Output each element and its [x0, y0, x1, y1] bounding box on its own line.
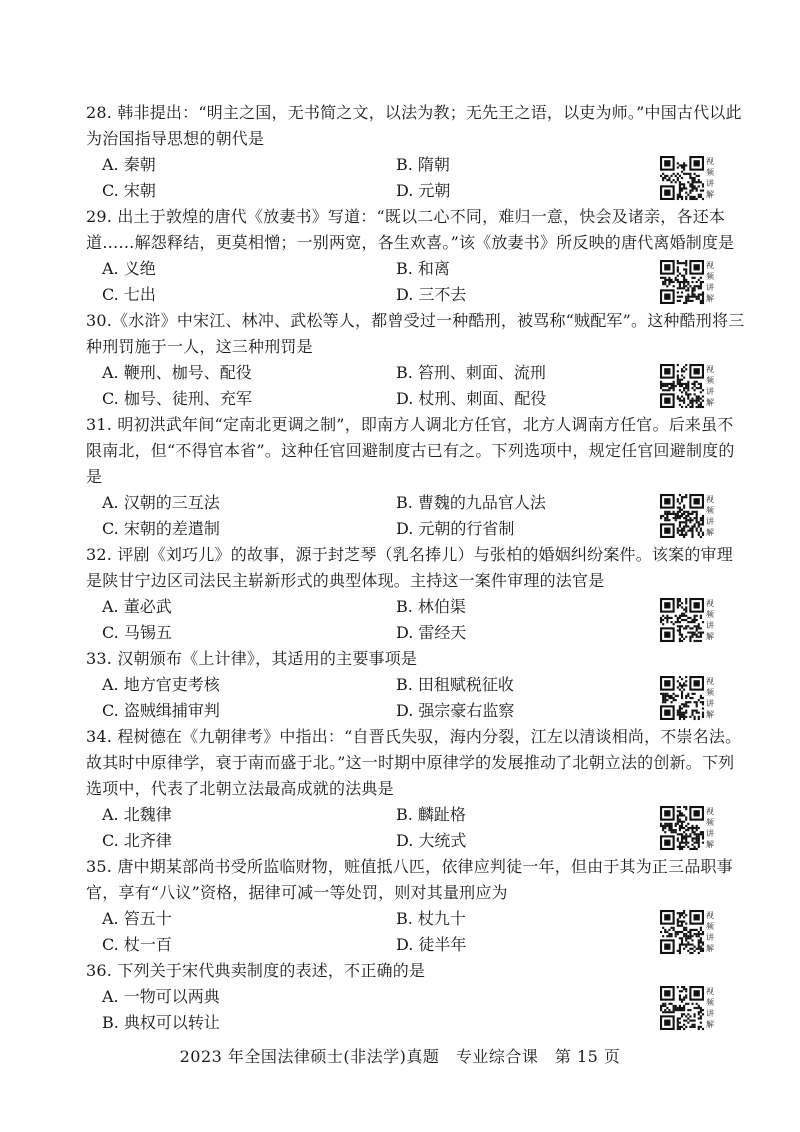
option-d: D. 大统式 [396, 831, 467, 850]
question-31 [86, 412, 746, 542]
options [86, 594, 746, 646]
question-29 [86, 204, 746, 308]
question-text: 32. 评剧《刘巧儿》的故事，源于封芝琴（乳名捧儿）与张柏的婚姻纠纷案件。该案的审理是陕甘宁边区司法民主崭新形式的典型体现。主持这一案件审理的法官是 [86, 545, 733, 590]
option-c: C. 马锡五 [102, 623, 172, 642]
options [86, 802, 746, 854]
option-a: A. 董必武 [102, 597, 172, 616]
qr-code-icon[interactable] [660, 806, 716, 852]
options [86, 360, 746, 412]
question-35 [86, 854, 746, 958]
option-b: B. 麟趾格 [396, 805, 466, 824]
option-a: A. 北魏律 [102, 805, 172, 824]
question-text: 35. 唐中期某部尚书受所监临财物，赃值抵八匹，依律应判徒一年，但由于其为正三品职事官，享有“八议”资格，据律可减一等处罚，则对其量刑应为 [86, 857, 733, 902]
page-footer: 2023 年全国法律硕士(非法学)真题 专业综合课 第 15 页 [179, 1047, 621, 1066]
option-a: A. 笞五十 [102, 909, 172, 928]
question-33 [86, 646, 746, 724]
options [86, 984, 746, 1010]
option-c: C. 七出 [102, 285, 156, 304]
options [86, 256, 746, 308]
options [86, 152, 746, 204]
option-a: A. 汉朝的三互法 [102, 493, 220, 512]
option-b: B. 曹魏的九品官人法 [396, 493, 546, 512]
qr-caption: 视频讲解 [706, 911, 714, 953]
option-c: C. 杖一百 [102, 935, 172, 954]
question-36 [86, 958, 746, 1036]
option-a: A. 一物可以两典 [102, 987, 220, 1006]
option-c: C. 宋朝 [102, 181, 156, 200]
option-b: B. 田租赋税征收 [396, 675, 514, 694]
options [86, 906, 746, 958]
qr-code-icon[interactable] [660, 598, 716, 644]
option-d: D. 元朝的行省制 [396, 519, 515, 538]
options [86, 1010, 746, 1036]
question-text: 33. 汉朝颁布《上计律》，其适用的主要事项是 [86, 649, 418, 668]
option-d: D. 三不去 [396, 285, 467, 304]
option-a: A. 义绝 [102, 259, 156, 278]
qr-caption: 视频讲解 [706, 987, 714, 1029]
question-28 [86, 100, 746, 204]
option-d: D. 强宗豪右监察 [396, 701, 515, 720]
option-c: C. 宋朝的差遣制 [102, 519, 220, 538]
qr-caption: 视频讲解 [706, 157, 714, 199]
option-d: D. 雷经天 [396, 623, 467, 642]
option-c: C. 枷号、徒刑、充军 [102, 389, 252, 408]
qr-code-icon[interactable] [660, 260, 716, 306]
option-a: A. 地方官吏考核 [102, 675, 220, 694]
qr-code-icon[interactable] [660, 986, 716, 1032]
question-34 [86, 724, 746, 854]
question-30 [86, 308, 746, 412]
qr-code-icon[interactable] [660, 910, 716, 956]
question-text: 28. 韩非提出：“明主之国，无书简之文，以法为教；无先王之语，以吏为师。”中国古代以此为治国指导思想的朝代是 [86, 103, 742, 148]
option-b: B. 笞刑、刺面、流刑 [396, 363, 546, 382]
option-a: A. 鞭刑、枷号、配役 [102, 363, 252, 382]
qr-caption: 视频讲解 [706, 807, 714, 849]
option-b: B. 和离 [396, 259, 450, 278]
option-b: B. 林伯渠 [396, 597, 466, 616]
option-c: C. 北齐律 [102, 831, 172, 850]
qr-caption: 视频讲解 [706, 495, 714, 537]
qr-code-icon[interactable] [660, 364, 716, 410]
option-c: C. 盗贼缉捕审判 [102, 701, 220, 720]
qr-code-icon[interactable] [660, 494, 716, 540]
question-text: 29. 出土于敦煌的唐代《放妻书》写道：“既以二心不同，难归一意，快会及诸亲，各还本道……解怨释结，更莫相憎；一别两宽，各生欢喜。”该《放妻书》所反映的唐代离婚制度是 [86, 207, 735, 252]
qr-code-icon[interactable] [660, 156, 716, 202]
qr-caption: 视频讲解 [706, 599, 714, 641]
question-text: 31. 明初洪武年间“定南北更调之制”，即南方人调北方任官，北方人调南方任官。后来虽不限南北，但“不得官本省”。这种任官回避制度古已有之。下列选项中，规定任官回避制度的是 [86, 415, 735, 486]
qr-caption: 视频讲解 [706, 365, 714, 407]
option-b: B. 杖九十 [396, 909, 466, 928]
options [86, 672, 746, 724]
option-d: D. 元朝 [396, 181, 451, 200]
options [86, 490, 746, 542]
option-d: D. 杖刑、刺面、配役 [396, 389, 547, 408]
question-32 [86, 542, 746, 646]
option-b: B. 隋朝 [396, 155, 450, 174]
option-a: A. 秦朝 [102, 155, 156, 174]
question-text: 36. 下列关于宋代典卖制度的表述，不正确的是 [86, 961, 426, 980]
question-text: 34. 程树德在《九朝律考》中指出：“自晋氏失驭，海内分裂，江左以清谈相尚，不崇名法。故其时中原律学，衰于南而盛于北。”这一时期中原律学的发展推动了北朝立法的创新。下列选项中，代表了北朝立法最高成就的法典是 [86, 727, 742, 798]
question-text: 30.《水浒》中宋江、林冲、武松等人，都曾受过一种酷刑，被骂称“贼配军”。这种酷刑将三种刑罚施于一人，这三种刑罚是 [86, 311, 745, 356]
qr-caption: 视频讲解 [706, 677, 714, 719]
option-b: B. 典权可以转让 [102, 1013, 220, 1032]
qr-code-icon[interactable] [660, 676, 716, 722]
qr-caption: 视频讲解 [706, 261, 714, 303]
option-d: D. 徒半年 [396, 935, 467, 954]
